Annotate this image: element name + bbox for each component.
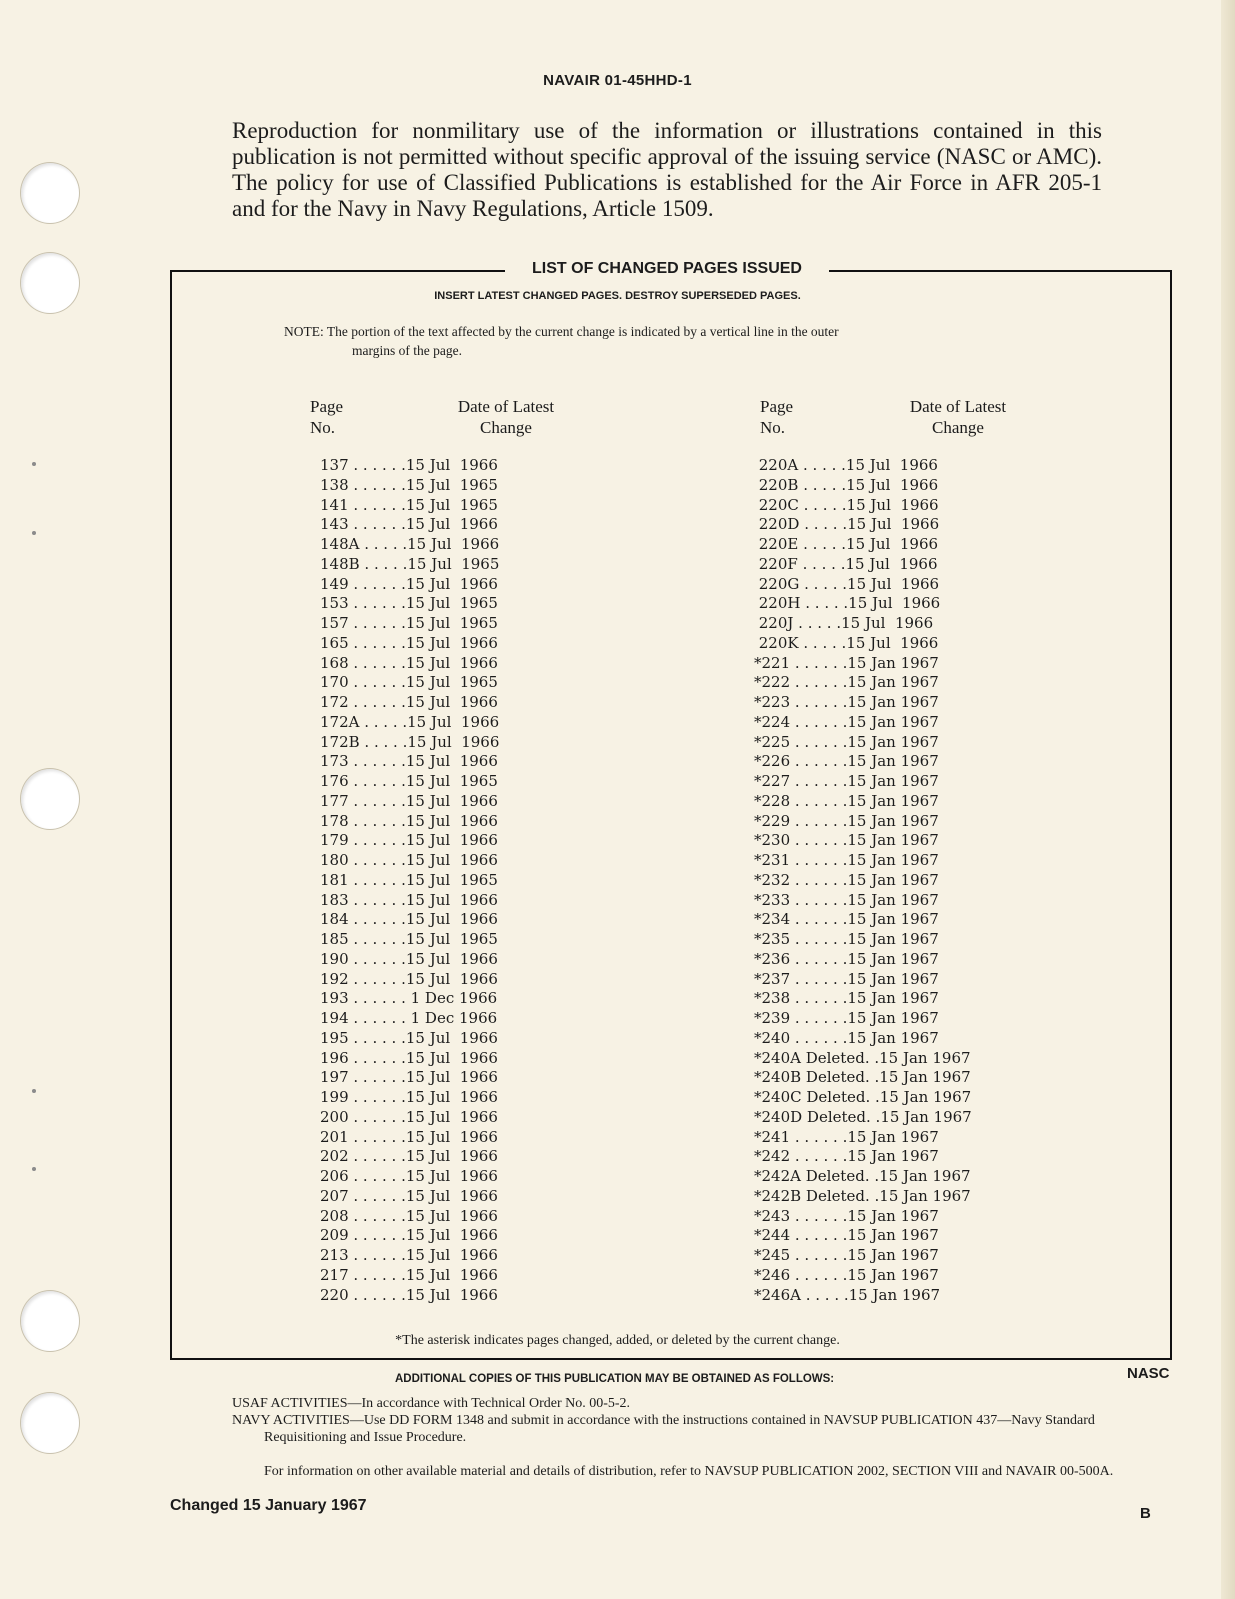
list-item: *229 . . . . . .15 Jan 1967: [754, 811, 939, 830]
navy-activities: NAVY ACTIVITIES—Use DD FORM 1348 and submit in accordance with the instructions contained in NAVSUP PUBLICATION 437—Navy Standard Requisitioning and Issue Procedure.: [232, 1413, 1095, 1445]
list-item: 138 . . . . . .15 Jul 1965: [320, 475, 498, 494]
margin-dot: [32, 462, 36, 466]
list-item: 172 . . . . . .15 Jul 1966: [320, 693, 498, 711]
list-item: *240C Deleted. .15 Jan 1967: [754, 1088, 972, 1106]
list-item: 168 . . . . . .15 Jul 1966: [320, 653, 498, 672]
list-item: 220K . . . . .15 Jul 1966: [754, 633, 939, 652]
list-item: 148B . . . . .15 Jul 1965: [320, 554, 500, 573]
list-item: *237 . . . . . .15 Jan 1967: [754, 969, 939, 988]
list-item: 153 . . . . . .15 Jul 1965: [320, 594, 498, 613]
list-item: 220F . . . . .15 Jul 1966: [754, 554, 938, 573]
list-item: 180 . . . . . .15 Jul 1966: [320, 851, 498, 869]
asterisk-footnote: *The asterisk indicates pages changed, added, or deleted by the current change.: [395, 1333, 840, 1348]
list-item: 179 . . . . . .15 Jul 1966: [320, 831, 498, 850]
list-item: 220D . . . . .15 Jul 1966: [754, 515, 940, 534]
list-item: *221 . . . . . .15 Jan 1967: [754, 653, 939, 672]
list-item: 190 . . . . . .15 Jul 1966: [320, 949, 498, 968]
list-item: *222 . . . . . .15 Jan 1967: [754, 673, 939, 692]
list-item: *242 . . . . . .15 Jan 1967: [754, 1147, 939, 1166]
list-item: 143 . . . . . .15 Jul 1966: [320, 515, 498, 534]
changed-date: Changed 15 January 1967: [170, 1497, 367, 1514]
distribution-info: For information on other available material and details of distribution, refer to NAVSUP PUBLICATION 2002, SECTION VIII and NAVAIR 00-500A.: [264, 1464, 1114, 1479]
list-item: *240 . . . . . .15 Jan 1967: [754, 1028, 939, 1047]
page-no-header: Page No.: [310, 397, 344, 437]
document-number: NAVAIR 01-45HHD-1: [543, 72, 692, 89]
list-item: 183 . . . . . .15 Jul 1966: [320, 890, 498, 909]
margin-dot: [32, 531, 36, 535]
box-top-border-right: [829, 270, 1170, 272]
list-item: 200 . . . . . .15 Jul 1966: [320, 1107, 498, 1126]
note-line-2: margins of the page.: [352, 343, 462, 358]
agency-label: NASC: [1127, 1365, 1170, 1382]
list-item: 192 . . . . . .15 Jul 1966: [320, 969, 498, 988]
list-item: 220C . . . . .15 Jul 1966: [754, 495, 939, 514]
page-letter: B: [1140, 1505, 1151, 1522]
list-item: 157 . . . . . .15 Jul 1965: [320, 614, 498, 632]
additional-copies-heading: ADDITIONAL COPIES OF THIS PUBLICATION MAY BE OBTAINED AS FOLLOWS:: [395, 1373, 835, 1385]
list-item: *241 . . . . . .15 Jan 1967: [754, 1127, 939, 1146]
list-item: *240A Deleted. .15 Jan 1967: [754, 1048, 971, 1067]
list-item: 137 . . . . . .15 Jul 1966: [320, 456, 498, 474]
list-item: *246 . . . . . .15 Jan 1967: [754, 1265, 939, 1284]
list-item: 217 . . . . . .15 Jul 1966: [320, 1265, 498, 1284]
list-item: *232 . . . . . .15 Jan 1967: [754, 870, 939, 889]
list-item: 172A . . . . .15 Jul 1966: [320, 712, 500, 731]
list-item: 220B . . . . .15 Jul 1966: [754, 475, 939, 494]
binder-hole: [20, 768, 80, 830]
list-item: 202 . . . . . .15 Jul 1966: [320, 1147, 498, 1166]
list-item: *240B Deleted. .15 Jan 1967: [754, 1068, 971, 1087]
list-item: 194 . . . . . . 1 Dec 1966: [320, 1009, 498, 1027]
list-item: 172B . . . . .15 Jul 1966: [320, 732, 500, 751]
list-item: 149 . . . . . .15 Jul 1966: [320, 574, 498, 593]
changed-pages-title: LIST OF CHANGED PAGES ISSUED: [532, 260, 802, 277]
list-item: 148A . . . . .15 Jul 1966: [320, 535, 500, 553]
list-item: 213 . . . . . .15 Jul 1966: [320, 1246, 498, 1264]
binder-hole: [20, 252, 80, 314]
page-edge: [1221, 0, 1235, 1599]
list-item: *225 . . . . . .15 Jan 1967: [754, 732, 939, 751]
list-item: *240D Deleted. .15 Jan 1967: [754, 1107, 972, 1126]
list-item: 208 . . . . . .15 Jul 1966: [320, 1206, 498, 1225]
page-no-header: Page No.: [760, 397, 794, 437]
list-item: 193 . . . . . . 1 Dec 1966: [320, 989, 498, 1008]
list-item: *244 . . . . . .15 Jan 1967: [754, 1226, 939, 1245]
list-item: *236 . . . . . .15 Jan 1967: [754, 949, 939, 968]
list-item: 196 . . . . . .15 Jul 1966: [320, 1048, 498, 1067]
list-item: 184 . . . . . .15 Jul 1966: [320, 910, 498, 929]
list-item: *230 . . . . . .15 Jan 1967: [754, 831, 939, 850]
list-item: 170 . . . . . .15 Jul 1965: [320, 673, 498, 692]
ordering-instructions: [232, 1395, 1112, 1446]
binder-hole: [20, 162, 80, 224]
changed-pages-subtitle: INSERT LATEST CHANGED PAGES. DESTROY SUPERSEDED PAGES.: [434, 290, 801, 302]
list-item: 185 . . . . . .15 Jul 1965: [320, 930, 498, 948]
usaf-activities: USAF ACTIVITIES—In accordance with Technical Order No. 00-5-2.: [232, 1396, 631, 1411]
list-item: *233 . . . . . .15 Jan 1967: [754, 890, 939, 909]
list-item: 181 . . . . . .15 Jul 1965: [320, 870, 498, 889]
list-item: 209 . . . . . .15 Jul 1966: [320, 1226, 498, 1245]
note-line-1: NOTE: The portion of the text affected by the current change is indicated by a vertical line in the outer: [284, 324, 839, 339]
date-header: Date of Latest Change: [457, 397, 555, 437]
list-item: *245 . . . . . .15 Jan 1967: [754, 1246, 939, 1264]
list-item: 165 . . . . . .15 Jul 1966: [320, 633, 498, 652]
list-item: 141 . . . . . .15 Jul 1965: [320, 495, 498, 514]
list-item: *238 . . . . . .15 Jan 1967: [754, 989, 939, 1008]
list-item: *246A . . . . .15 Jan 1967: [754, 1285, 941, 1304]
right-page-list: [754, 456, 972, 1305]
list-item: 220J . . . . .15 Jul 1966: [754, 614, 934, 632]
list-item: *243 . . . . . .15 Jan 1967: [754, 1206, 939, 1225]
list-item: 173 . . . . . .15 Jul 1966: [320, 752, 498, 771]
list-item: *227 . . . . . .15 Jan 1967: [754, 772, 939, 790]
binder-hole: [20, 1392, 80, 1454]
list-item: 176 . . . . . .15 Jul 1965: [320, 772, 498, 790]
margin-dot: [32, 1089, 36, 1093]
left-page-list: [320, 456, 499, 1305]
list-item: *228 . . . . . .15 Jan 1967: [754, 791, 939, 810]
list-item: *224 . . . . . .15 Jan 1967: [754, 712, 939, 731]
box-top-border-left: [170, 270, 505, 272]
list-item: 220H . . . . .15 Jul 1966: [754, 594, 941, 613]
list-item: *223 . . . . . .15 Jan 1967: [754, 693, 939, 711]
list-item: 195 . . . . . .15 Jul 1966: [320, 1028, 498, 1047]
list-item: 206 . . . . . .15 Jul 1966: [320, 1167, 498, 1185]
list-item: *242A Deleted. .15 Jan 1967: [754, 1167, 971, 1185]
reproduction-notice: Reproduction for nonmilitary use of the information or illustrations contained in this publication is not permitted without specific approval of the issuing service (NASC or AMC). The policy for use of Classified Publications is established for the Air Force in AFR 205-1 and for the Navy in Navy Regulations, Article 1509.: [232, 118, 1102, 221]
list-item: *234 . . . . . .15 Jan 1967: [754, 910, 939, 929]
list-item: 197 . . . . . .15 Jul 1966: [320, 1068, 498, 1087]
date-header: Date of Latest Change: [909, 397, 1007, 437]
list-item: 220 . . . . . .15 Jul 1966: [320, 1285, 498, 1304]
list-item: 177 . . . . . .15 Jul 1966: [320, 791, 498, 810]
list-item: *235 . . . . . .15 Jan 1967: [754, 930, 939, 948]
list-item: 220A . . . . .15 Jul 1966: [754, 456, 938, 474]
list-item: 220E . . . . .15 Jul 1966: [754, 535, 939, 553]
list-item: 207 . . . . . .15 Jul 1966: [320, 1186, 498, 1205]
list-item: *239 . . . . . .15 Jan 1967: [754, 1009, 939, 1027]
list-item: 201 . . . . . .15 Jul 1966: [320, 1127, 498, 1146]
list-item: *231 . . . . . .15 Jan 1967: [754, 851, 939, 869]
margin-dot: [32, 1167, 36, 1171]
list-item: 220G . . . . .15 Jul 1966: [754, 574, 940, 593]
change-note: [284, 322, 1064, 360]
list-item: *242B Deleted. .15 Jan 1967: [754, 1186, 971, 1205]
list-item: 178 . . . . . .15 Jul 1966: [320, 811, 498, 830]
list-item: *226 . . . . . .15 Jan 1967: [754, 752, 939, 771]
list-item: 199 . . . . . .15 Jul 1966: [320, 1088, 498, 1106]
